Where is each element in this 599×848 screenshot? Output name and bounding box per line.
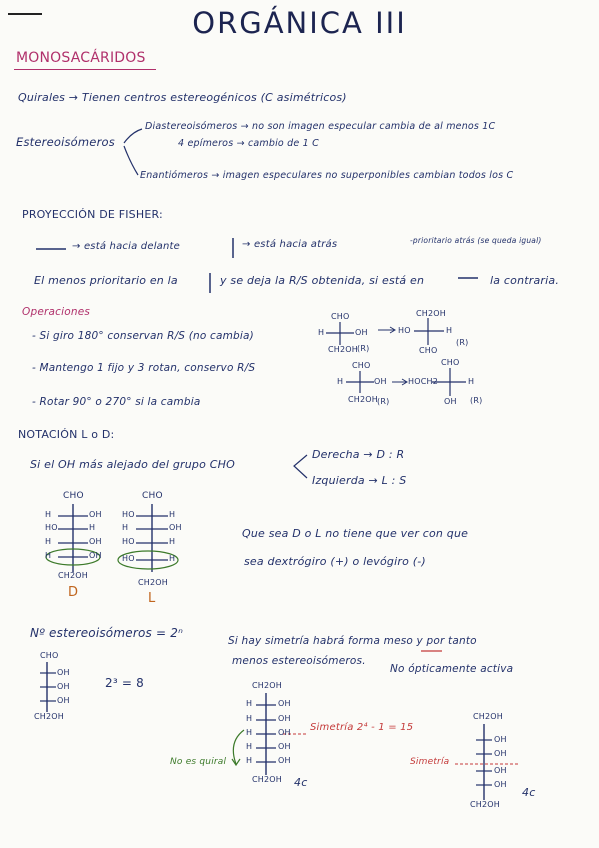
f1-top: CHO: [331, 312, 350, 321]
m6-row-3: OH: [494, 780, 507, 789]
m5-carbon-count: 4c: [294, 776, 308, 789]
d-row-right-2: OH: [89, 537, 102, 546]
small-row-1: OH: [57, 682, 70, 691]
d-row-right-0: OH: [89, 510, 102, 519]
izquierda-rule: Izquierda → L : S: [312, 474, 407, 487]
f4-conf: (R): [470, 396, 483, 405]
m5-top: CH2OH: [252, 681, 283, 690]
m6-bottom: CH2OH: [470, 800, 501, 809]
m5-row-right-2: OH: [278, 728, 291, 737]
m5-row-right-0: OH: [278, 699, 291, 708]
epimeros-line: 4 epímeros → cambio de 1 C: [178, 138, 319, 149]
estereoisomeros-calc: 2³ = 8: [105, 676, 144, 690]
l-molecule-bottom: CH2OH: [138, 578, 169, 587]
section-heading-notacion: NOTACIÓN L o D:: [18, 428, 115, 441]
dl-note-line-1: Que sea D o L no tiene que ver con que: [242, 527, 469, 540]
quirales-line: Quirales → Tienen centros estereogénicos (C asimétricos): [18, 91, 347, 104]
f4-bottom: OH: [444, 397, 457, 406]
l-label: L: [148, 591, 156, 606]
f2-left: HO: [398, 326, 411, 335]
f2-conf: (R): [456, 338, 469, 347]
f2-top: CH2OH: [416, 309, 447, 318]
d-molecule-bottom: CH2OH: [58, 571, 89, 580]
small-molecule-top: CHO: [40, 651, 59, 660]
f3-top: CHO: [352, 361, 371, 370]
m5-row-right-4: OH: [278, 756, 291, 765]
l-row-left-2: HO: [122, 537, 135, 546]
d-row-left-2: H: [45, 537, 52, 546]
f3-bottom: CH2OH: [348, 395, 379, 404]
diastereoisomeros-line: Diastereoisómeros → no son imagen especular cambia de al menos 1C: [145, 121, 496, 132]
f2-right: H: [446, 326, 453, 335]
l-row-right-3: H: [169, 554, 176, 563]
d-row-right-3: OH: [89, 551, 102, 560]
l-row-right-2: H: [169, 537, 176, 546]
fisher-rule-c: la contraria.: [490, 274, 560, 287]
operation-1: - Si giro 180° conservan R/S (no cambia): [32, 330, 254, 342]
fisher-rule-b: y se deja la R/S obtenida, si está en: [220, 274, 425, 287]
m5-row-left-3: H: [246, 742, 253, 751]
f3-left: H: [337, 377, 344, 386]
estereoisomeros-formula: Nº estereoisómeros = 2ⁿ: [30, 626, 184, 640]
d-row-left-3: H: [45, 551, 52, 560]
small-row-0: OH: [57, 668, 70, 677]
section-heading-fisher: PROYECCIÓN DE FISHER:: [22, 208, 163, 221]
m5-bottom: CH2OH: [252, 775, 283, 784]
f2-bottom: CHO: [419, 346, 438, 355]
operation-3: - Rotar 90° o 270° si la cambia: [32, 396, 201, 408]
simetria-line-2: menos estereoisómeros.: [232, 655, 366, 667]
m5-symmetry-note: Simetría 2⁴ - 1 = 15: [310, 722, 414, 733]
no-opticamente-activa: No ópticamente activa: [390, 663, 514, 675]
l-row-left-0: HO: [122, 510, 135, 519]
dl-note-line-2: sea dextrógiro (+) o levógiro (-): [244, 555, 426, 568]
f1-conf: (R): [357, 344, 370, 353]
section-heading-monosacaridos: MONOSACÁRIDOS: [16, 50, 146, 66]
f3-right: OH: [374, 377, 387, 386]
f1-right: OH: [355, 328, 368, 337]
m6-row-1: OH: [494, 749, 507, 758]
notacion-rule: Si el OH más alejado del grupo CHO: [30, 458, 235, 471]
l-molecule-top: CHO: [142, 491, 163, 501]
m5-row-left-1: H: [246, 714, 253, 723]
simetria-line-1: Si hay simetría habrá forma meso y por tanto: [228, 635, 477, 647]
d-row-right-1: H: [89, 523, 96, 532]
m5-row-left-0: H: [246, 699, 253, 708]
fisher-vertical-rule: → está hacia atrás: [242, 239, 338, 250]
m6-top: CH2OH: [473, 712, 504, 721]
small-molecule-bottom: CH2OH: [34, 712, 65, 721]
m6-symmetry-note: Simetría: [410, 757, 450, 767]
page-title: ORGÁNICA III: [192, 6, 407, 40]
small-row-2: OH: [57, 696, 70, 705]
operation-2: - Mantengo 1 fijo y 3 rotan, conservo R/S: [32, 362, 256, 374]
m5-row-left-4: H: [246, 756, 253, 765]
m6-row-0: OH: [494, 735, 507, 744]
d-row-left-1: HO: [45, 523, 58, 532]
no-es-quiral-note: No es quiral: [170, 757, 227, 767]
estereoisomeros-label: Estereoisómeros: [16, 135, 115, 149]
l-row-left-1: H: [122, 523, 129, 532]
f4-right: H: [468, 377, 475, 386]
l-row-left-3: HO: [122, 554, 135, 563]
d-row-left-0: H: [45, 510, 52, 519]
m5-row-right-1: OH: [278, 714, 291, 723]
f1-bottom: CH2OH: [328, 345, 359, 354]
m6-row-2: OH: [494, 766, 507, 775]
f4-top: CHO: [441, 358, 460, 367]
d-label: D: [68, 585, 79, 600]
enantiomeros-line: Enantiómeros → imagen especulares no superponibles cambian todos los C: [140, 170, 514, 181]
m5-row-left-2: H: [246, 728, 253, 737]
heading-underline: [14, 69, 156, 70]
m5-row-right-3: OH: [278, 742, 291, 751]
m6-carbon-count: 4c: [522, 786, 536, 799]
fisher-priority-note: -prioritario atrás (se queda igual): [410, 236, 542, 245]
f3-conf: (R): [377, 397, 390, 406]
derecha-rule: Derecha → D : R: [312, 448, 405, 461]
f1-left: H: [318, 328, 325, 337]
f4-left: HOCH2: [408, 377, 439, 386]
operaciones-heading: Operaciones: [22, 306, 91, 318]
fisher-rule-a: El menos prioritario en la: [34, 274, 178, 287]
l-row-right-0: H: [169, 510, 176, 519]
fisher-horizontal-rule: → está hacia delante: [72, 241, 181, 252]
l-row-right-1: OH: [169, 523, 182, 532]
d-molecule-top: CHO: [63, 491, 84, 501]
